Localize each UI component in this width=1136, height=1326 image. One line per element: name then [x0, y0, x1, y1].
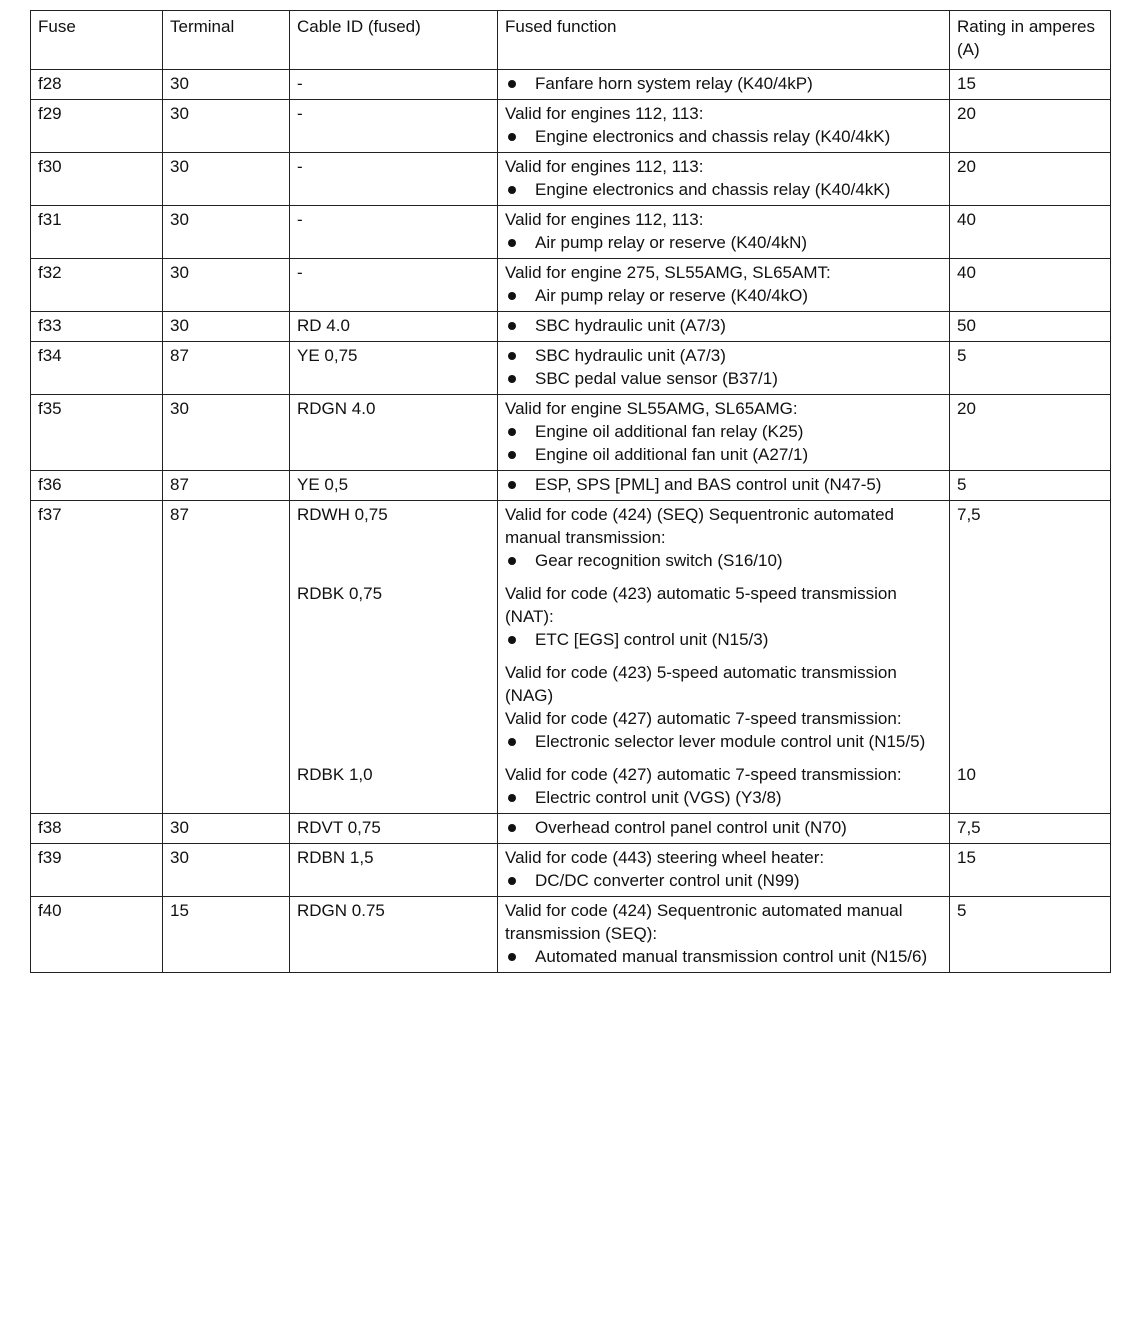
function-cell: [498, 471, 950, 501]
function-segment: [505, 314, 943, 337]
function-cell: [498, 395, 950, 471]
terminal-cell: 30: [163, 814, 290, 844]
rating-cell: [950, 153, 1111, 206]
function-cell: [498, 100, 950, 153]
fuse-cell: f37: [31, 501, 163, 814]
function-segment: [505, 344, 943, 390]
terminal-cell: 87: [163, 342, 290, 395]
cable-id: -: [297, 74, 303, 93]
validity-line: Valid for engines 112, 113:: [505, 157, 704, 176]
function-cell: [498, 312, 950, 342]
rating-value: 10: [957, 765, 976, 784]
function-segment: [505, 503, 943, 572]
cable-id: -: [297, 210, 303, 229]
cable-cell: [290, 100, 498, 153]
function-segment: [505, 155, 943, 201]
function-cell: [498, 897, 950, 973]
rating-value: 20: [957, 104, 976, 123]
function-bullet: Engine oil additional fan unit (A27/1): [505, 443, 943, 466]
rating-value: 5: [957, 346, 967, 365]
cable-id: YE 0,75: [297, 346, 358, 365]
function-bullet: SBC hydraulic unit (A7/3): [505, 314, 943, 337]
terminal-cell: 87: [163, 471, 290, 501]
cable-cell: [290, 259, 498, 312]
function-cell: [498, 206, 950, 259]
validity-line: Valid for code (424) Sequentronic automated manual transmission (SEQ):: [505, 901, 903, 943]
rating-cell: [950, 814, 1111, 844]
function-cell: [498, 259, 950, 312]
terminal-cell: 30: [163, 395, 290, 471]
rating-cell: [950, 206, 1111, 259]
cable-id: RDGN 0.75: [297, 901, 385, 920]
terminal-cell: 30: [163, 206, 290, 259]
cable-cell: [290, 897, 498, 973]
function-bullet: Air pump relay or reserve (K40/4kN): [505, 231, 943, 254]
cable-id: RDBK 0,75: [297, 584, 383, 603]
fuse-cell: f30: [31, 153, 163, 206]
validity-line: Valid for code (427) automatic 7-speed transmission:: [505, 765, 902, 784]
table-row: [31, 395, 1111, 471]
table-row: [31, 342, 1111, 395]
fuse-table: [30, 10, 1111, 973]
function-bullet: Air pump relay or reserve (K40/4kO): [505, 284, 943, 307]
cable-id: -: [297, 263, 303, 282]
cable-id: [297, 661, 491, 753]
terminal-cell: 30: [163, 100, 290, 153]
header-fuse: Fuse: [31, 11, 163, 70]
function-bullet: Automated manual transmission control unit (N15/6): [505, 945, 943, 968]
terminal-cell: 87: [163, 501, 290, 814]
fuse-cell: f34: [31, 342, 163, 395]
rating-cell: [950, 471, 1111, 501]
function-cell: [498, 153, 950, 206]
rating-value: 50: [957, 316, 976, 335]
cable-cell: [290, 395, 498, 471]
rating-value: 5: [957, 901, 967, 920]
cable-cell: [290, 153, 498, 206]
rating-value: [957, 582, 1104, 651]
function-segment: [505, 208, 943, 254]
validity-line: Valid for engines 112, 113:: [505, 210, 704, 229]
function-segment: [505, 72, 943, 95]
table-row: [31, 501, 1111, 814]
function-cell: [498, 814, 950, 844]
table-row: [31, 471, 1111, 501]
cable-id: RD 4.0: [297, 316, 350, 335]
function-segment: [505, 846, 943, 892]
function-bullet: Engine electronics and chassis relay (K40/4kK): [505, 178, 943, 201]
cable-cell: [290, 70, 498, 100]
rating-cell: [950, 897, 1111, 973]
function-bullet: ESP, SPS [PML] and BAS control unit (N47-5): [505, 473, 943, 496]
terminal-cell: 30: [163, 153, 290, 206]
function-segment: [505, 397, 943, 466]
table-row: [31, 312, 1111, 342]
cable-cell: [290, 471, 498, 501]
rating-value: 20: [957, 399, 976, 418]
function-segment: [505, 102, 943, 148]
function-bullet: SBC pedal value sensor (B37/1): [505, 367, 943, 390]
table-row: [31, 206, 1111, 259]
rating-cell: [950, 259, 1111, 312]
fuse-cell: f36: [31, 471, 163, 501]
rating-cell: [950, 501, 1111, 814]
cable-id: -: [297, 157, 303, 176]
fuse-cell: f33: [31, 312, 163, 342]
header-rating: Rating in amperes (A): [950, 11, 1111, 70]
rating-cell: [950, 100, 1111, 153]
function-segment: [505, 763, 943, 809]
table-row: [31, 897, 1111, 973]
function-bullet: Electronic selector lever module control unit (N15/5): [505, 730, 943, 753]
function-cell: [498, 342, 950, 395]
table-row: [31, 100, 1111, 153]
cable-id: RDBK 1,0: [297, 765, 373, 784]
rating-cell: [950, 844, 1111, 897]
rating-value: 5: [957, 475, 967, 494]
table-row: [31, 259, 1111, 312]
fuse-cell: f39: [31, 844, 163, 897]
cable-id: RDWH 0,75: [297, 505, 388, 524]
validity-line: Valid for engines 112, 113:: [505, 104, 704, 123]
function-segment: [505, 816, 943, 839]
cable-id: YE 0,5: [297, 475, 349, 494]
fuse-cell: f28: [31, 70, 163, 100]
header-cable-id: Cable ID (fused): [290, 11, 498, 70]
rating-value: [957, 661, 1104, 753]
fuse-cell: f40: [31, 897, 163, 973]
table-row: [31, 153, 1111, 206]
table-row: [31, 814, 1111, 844]
validity-line: Valid for engine 275, SL55AMG, SL65AMT:: [505, 263, 831, 282]
header-terminal: Terminal: [163, 11, 290, 70]
cable-id: RDBN 1,5: [297, 848, 374, 867]
cable-id: RDVT 0,75: [297, 818, 381, 837]
fuse-table-body: [31, 70, 1111, 973]
function-segment: [505, 582, 943, 651]
terminal-cell: 30: [163, 312, 290, 342]
cable-id: RDGN 4.0: [297, 399, 376, 418]
terminal-cell: 30: [163, 844, 290, 897]
function-segment: [505, 261, 943, 307]
function-bullet: Engine oil additional fan relay (K25): [505, 420, 943, 443]
header-fused-function: Fused function: [498, 11, 950, 70]
rating-cell: [950, 70, 1111, 100]
function-bullet: Fanfare horn system relay (K40/4kP): [505, 72, 943, 95]
fuse-cell: f32: [31, 259, 163, 312]
cable-id: -: [297, 104, 303, 123]
validity-line: Valid for code (443) steering wheel heater:: [505, 848, 825, 867]
function-bullet: Electric control unit (VGS) (Y3/8): [505, 786, 943, 809]
rating-cell: [950, 395, 1111, 471]
rating-value: 15: [957, 74, 976, 93]
validity-line: Valid for code (424) (SEQ) Sequentronic automated manual transmission:: [505, 505, 895, 547]
function-bullet: Overhead control panel control unit (N70): [505, 816, 943, 839]
cable-cell: [290, 342, 498, 395]
rating-value: 20: [957, 157, 976, 176]
validity-line: Valid for engine SL55AMG, SL65AMG:: [505, 399, 798, 418]
cable-cell: [290, 312, 498, 342]
validity-line: Valid for code (427) automatic 7-speed transmission:: [505, 709, 902, 728]
rating-value: 40: [957, 263, 976, 282]
function-bullet: SBC hydraulic unit (A7/3): [505, 344, 943, 367]
terminal-cell: 30: [163, 259, 290, 312]
fuse-cell: f31: [31, 206, 163, 259]
header-row: [31, 11, 1111, 70]
function-bullet: ETC [EGS] control unit (N15/3): [505, 628, 943, 651]
function-segment: [505, 899, 943, 968]
rating-cell: [950, 342, 1111, 395]
validity-line: Valid for code (423) automatic 5-speed transmission (NAT):: [505, 584, 897, 626]
function-cell: [498, 844, 950, 897]
fuse-cell: f29: [31, 100, 163, 153]
function-segment: [505, 661, 943, 753]
function-cell: [498, 501, 950, 814]
cable-cell: [290, 206, 498, 259]
function-bullet: Gear recognition switch (S16/10): [505, 549, 943, 572]
cable-cell: [290, 814, 498, 844]
rating-cell: [950, 312, 1111, 342]
validity-line: Valid for code (423) 5-speed automatic transmission (NAG): [505, 663, 897, 705]
rating-value: 7,5: [957, 505, 981, 524]
rating-value: 7,5: [957, 818, 981, 837]
rating-value: 15: [957, 848, 976, 867]
terminal-cell: 15: [163, 897, 290, 973]
table-row: [31, 70, 1111, 100]
cable-cell: [290, 844, 498, 897]
table-row: [31, 844, 1111, 897]
rating-value: 40: [957, 210, 976, 229]
function-segment: [505, 473, 943, 496]
function-bullet: Engine electronics and chassis relay (K40/4kK): [505, 125, 943, 148]
function-bullet: DC/DC converter control unit (N99): [505, 869, 943, 892]
fuse-cell: f35: [31, 395, 163, 471]
cable-cell: [290, 501, 498, 814]
terminal-cell: 30: [163, 70, 290, 100]
fuse-cell: f38: [31, 814, 163, 844]
function-cell: [498, 70, 950, 100]
